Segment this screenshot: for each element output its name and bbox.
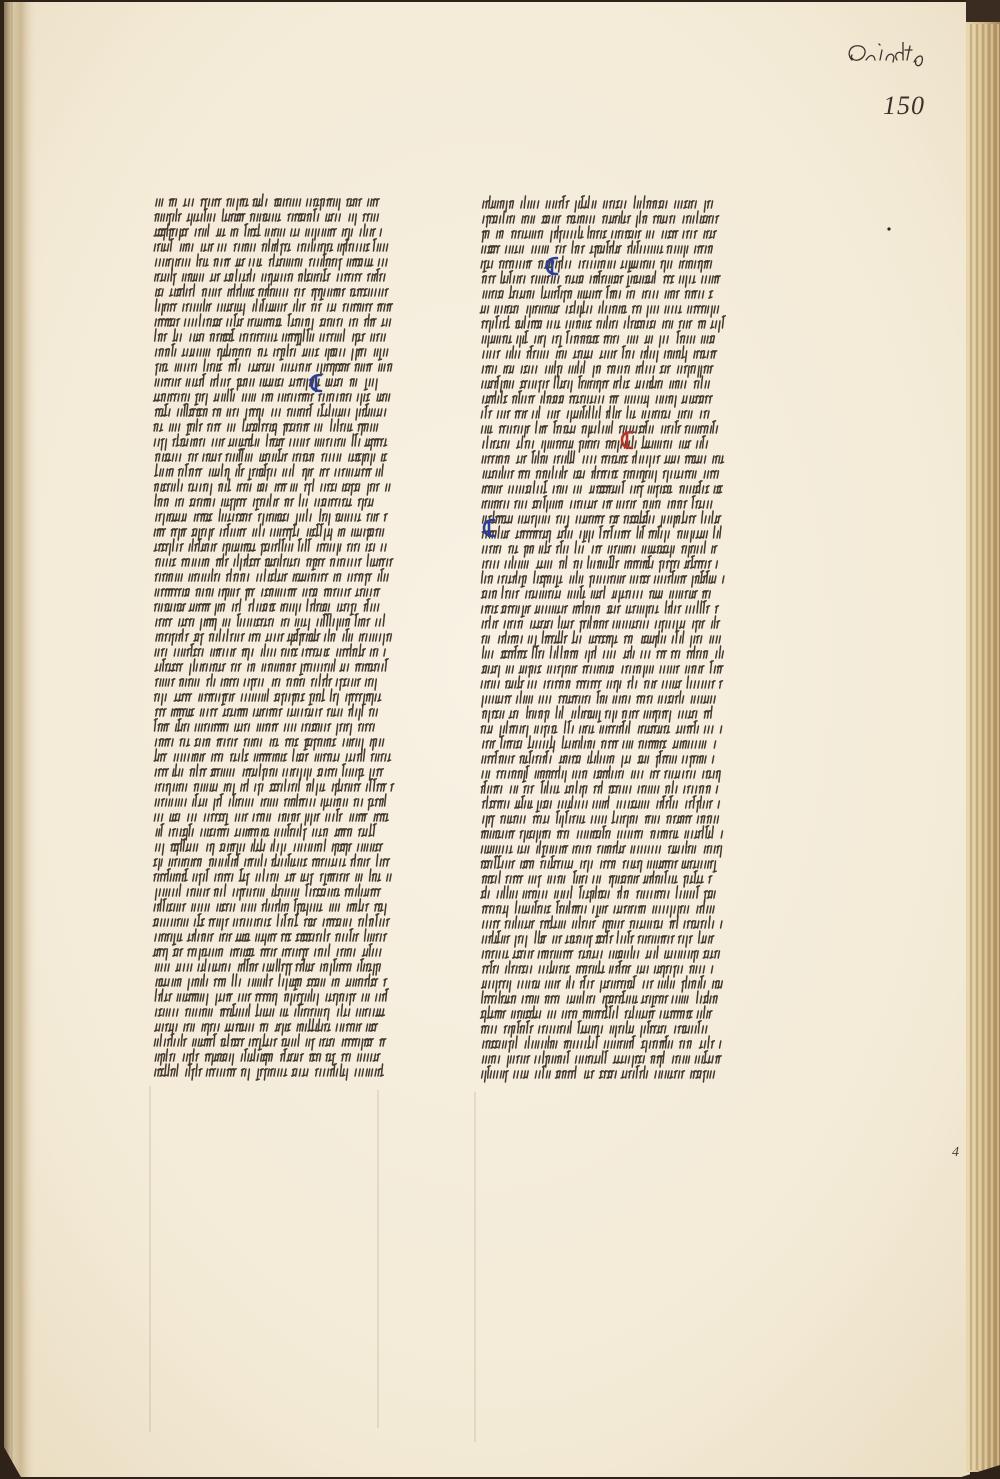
ink-dot bbox=[887, 227, 890, 230]
margin-mark: 4 bbox=[952, 1145, 959, 1160]
page-edges-stack bbox=[966, 0, 1000, 1472]
folio-number: 150 bbox=[883, 91, 925, 120]
left-gutter bbox=[4, 2, 38, 1477]
